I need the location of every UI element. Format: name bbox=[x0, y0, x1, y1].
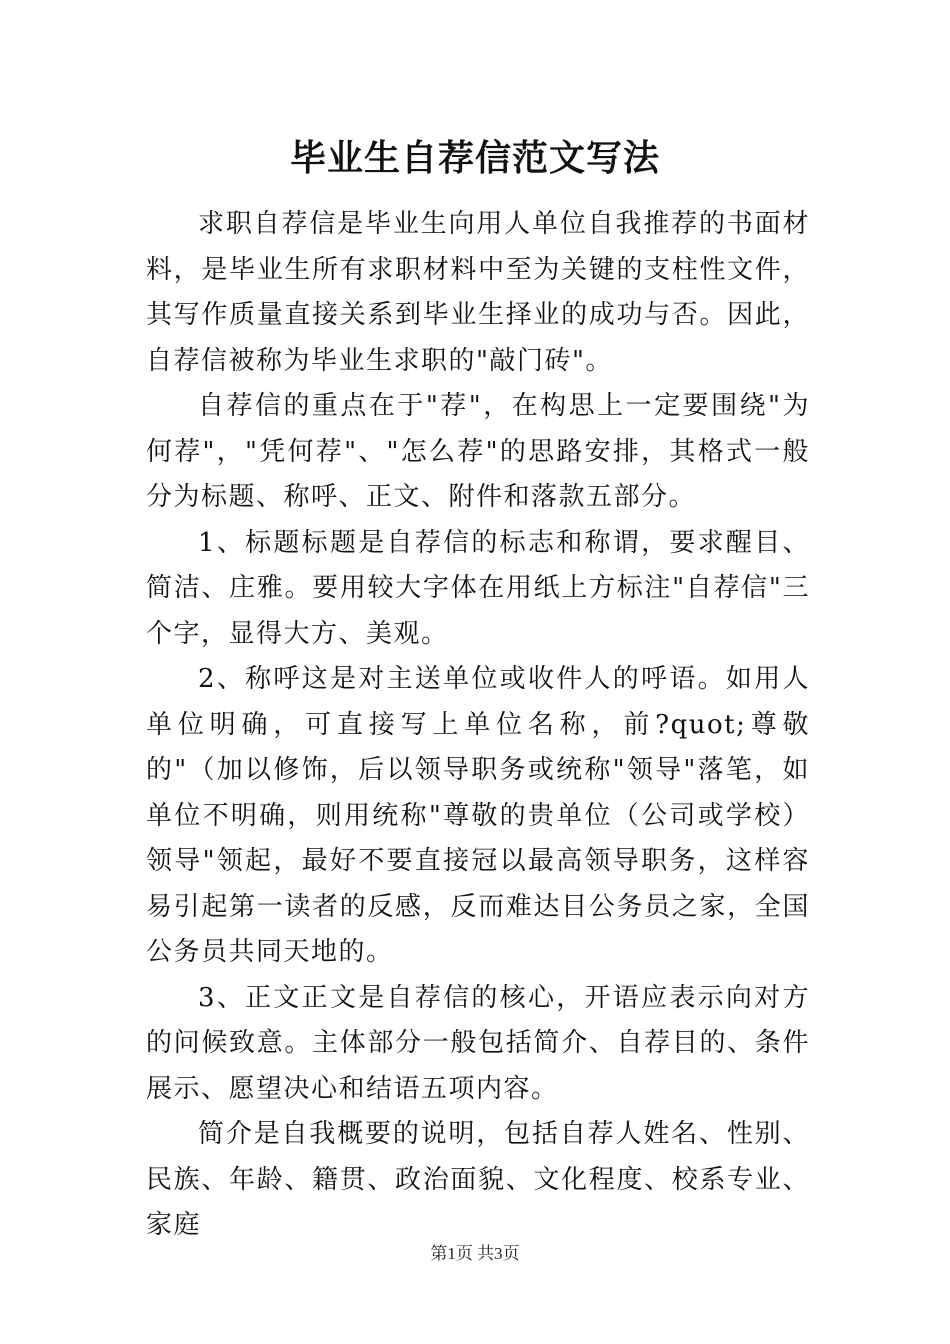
document-body bbox=[146, 202, 810, 1249]
paragraph-body-section: 3、正文正文是自荐信的核心，开语应表示向对方的问候致意。主体部分一般包括简介、自荐目的、条件展示、愿望决心和结语五项内容。 bbox=[146, 982, 810, 1104]
document-title: 毕业生自荐信范文写法 bbox=[289, 137, 660, 179]
paragraph-salutation-section: 2、称呼这是对主送单位或收件人的呼语。如用人单位明确，可直接写上单位名称，前?quot;尊敬的"（加以修饰，后以领导职务或统称"领导"落笔，如单位不明确，则用统称"尊敬的贵单位（公司或学校）领导"领起，最好不要直接冠以最高领导职务，这样容易引起第一读者的反感，反而难达目公务员之家，全国公务员共同天地的。 bbox=[146, 664, 810, 967]
paragraph-intro: 求职自荐信是毕业生向用人单位自我推荐的书面材料，是毕业生所有求职材料中至为关键的支柱性文件，其写作质量直接关系到毕业生择业的成功与否。因此，自荐信被称为毕业生求职的"敲门砖"。 bbox=[146, 209, 810, 376]
paragraph-focus: 自荐信的重点在于"荐"，在构思上一定要围绕"为何荐"，"凭何荐"、"怎么荐"的思路安排，其格式一般分为标题、称呼、正文、附件和落款五部分。 bbox=[146, 391, 810, 512]
page-number: 第1页 共3页 bbox=[430, 1244, 520, 1263]
paragraph-title-section: 1、标题标题是自荐信的标志和称谓，要求醒目、简洁、庄雅。要用较大字体在用纸上方标注"自荐信"三个字，显得大方、美观。 bbox=[146, 527, 810, 649]
paragraph-introduction-detail: 简介是自我概要的说明，包括自荐人姓名、性别、民族、年龄、籍贯、政治面貌、文化程度、校系专业、家庭 bbox=[146, 1119, 810, 1240]
